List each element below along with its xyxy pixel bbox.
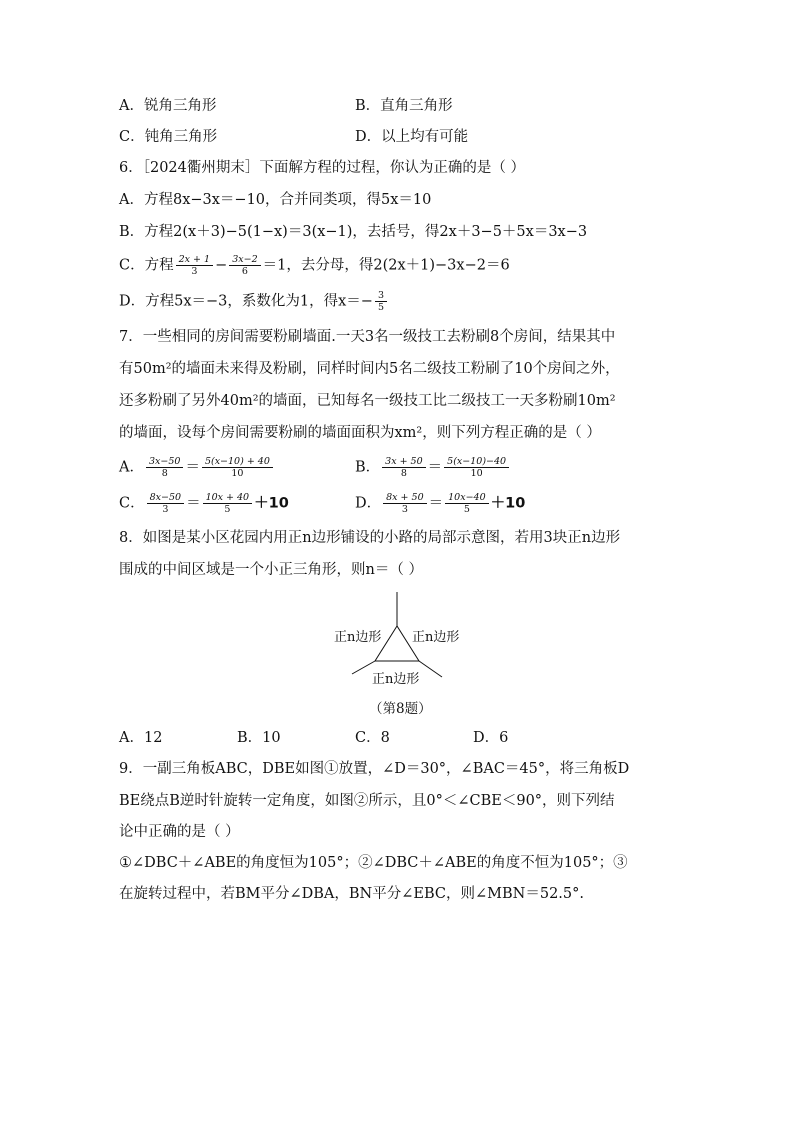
- q8-stem-line-1: 8．如图是某小区花园内用正n边形铺设的小路的局部示意图，若用3块正n边形: [119, 530, 621, 546]
- q7-c-tail: ＋10: [254, 495, 289, 512]
- fig-path-right: [419, 661, 442, 677]
- q8-stem-line-2: 围成的中间区域是一个小正三角形，则n＝（ ）: [119, 562, 423, 578]
- q8-option-a: A．12: [119, 730, 163, 746]
- q7-option-b: [355, 456, 511, 479]
- q7-c-left-denominator: 3: [162, 504, 169, 515]
- q7-a-right-denominator: 10: [231, 468, 244, 479]
- q6-option-c: [119, 254, 510, 277]
- q7-c-left-fraction: [147, 492, 184, 515]
- q7-c-left-numerator: 8x−50: [147, 492, 184, 504]
- q6-c-prefix: C．方程: [119, 257, 174, 274]
- q7-stem-line-4: 的墙面，设每个房间需要粉刷的墙面面积为xm²，则下列方程正确的是（ ）: [119, 425, 601, 441]
- q9-stem-line-1: 9．一副三角板ABC，DBE如图①放置，∠D＝30°，∠BAC＝45°，将三角板D: [119, 761, 630, 777]
- q7-option-d: [355, 492, 525, 515]
- q6-c-frac2-numerator: 3x−2: [229, 254, 260, 266]
- q8-option-c: C．8: [355, 730, 390, 746]
- q5-option-b: B．直角三角形: [355, 98, 453, 114]
- q7-a-left-fraction: [146, 456, 183, 479]
- q7-a-right-fraction: [202, 456, 273, 479]
- q7-a-label: A．: [119, 459, 144, 476]
- fig-label-bottom: 正n边形: [372, 672, 420, 687]
- q7-b-left-denominator: 8: [400, 468, 407, 479]
- q7-b-left-numerator: 3x + 50: [382, 456, 426, 468]
- q9-statements-line: [119, 853, 628, 873]
- q7-b-label: B．: [355, 459, 381, 476]
- q9-stem-line-2: BE绕点B逆时针旋转一定角度，如图②所示，且0°＜∠CBE＜90°，则下列结: [119, 793, 615, 809]
- q6-option-b: B．方程2(x＋3)−5(1−x)＝3(x−1)，去括号，得2x＋3−5＋5x＝3x−3: [119, 224, 588, 240]
- q5-option-c: C．钝角三角形: [119, 129, 218, 145]
- q7-c-right-denominator: 5: [224, 504, 231, 515]
- q7-option-c: [119, 492, 289, 515]
- q6-d-prefix: D．方程5x＝−3，系数化为1，得x＝−: [119, 293, 373, 310]
- q6-c-frac1-numerator: 2x + 1: [176, 254, 213, 266]
- q8-option-d: D．6: [473, 730, 509, 746]
- q7-d-left-denominator: 3: [401, 504, 408, 515]
- q7-option-a: [119, 456, 275, 479]
- q7-a-equals: ＝: [185, 459, 200, 476]
- q9-statement-1-marker: ①: [119, 855, 132, 871]
- q7-c-right-numerator: 10x + 40: [203, 492, 253, 504]
- q7-c-label: C．: [119, 495, 145, 512]
- q7-c-right-fraction: [203, 492, 253, 515]
- q6-c-fraction-2: [229, 254, 260, 277]
- q6-c-minus: −: [215, 257, 228, 274]
- q9-statement-1: ∠DBC＋∠ABE的角度恒为105°；: [132, 855, 359, 871]
- q7-a-left-denominator: 8: [161, 468, 168, 479]
- q7-d-tail: ＋10: [490, 495, 526, 512]
- q6-d-frac-denominator: 5: [377, 302, 385, 313]
- q6-d-fraction: [375, 290, 387, 313]
- q6-c-frac1-denominator: 3: [191, 266, 198, 277]
- q7-b-right-numerator: 5(x−10)−40: [444, 456, 509, 468]
- q9-statement-2: ∠DBC＋∠ABE的角度不恒为105°；③: [372, 855, 628, 871]
- q7-b-right-denominator: 10: [470, 468, 483, 479]
- q6-c-frac2-denominator: 6: [241, 266, 248, 277]
- q6-c-fraction-1: [176, 254, 213, 277]
- q7-stem-line-3: 还多粉刷了另外40m²的墙面，已知每名一级技工比二级技工一天多粉刷10m²: [119, 393, 616, 409]
- q6-d-frac-numerator: 3: [375, 290, 387, 302]
- q7-a-left-numerator: 3x−50: [146, 456, 183, 468]
- q7-stem-line-2: 有50m²的墙面未来得及粉刷，同样时间内5名二级技工粉刷了10个房间之外，: [119, 361, 620, 377]
- q6-option-d: [119, 290, 389, 313]
- q7-c-equals: ＝: [186, 495, 201, 512]
- q5-option-a: A．锐角三角形: [119, 98, 217, 114]
- q6-stem: 6．［2024衢州期末］下面解方程的过程，你认为正确的是（ ）: [119, 160, 525, 176]
- q7-stem-line-1: 7．一些相同的房间需要粉刷墙面.一天3名一级技工去粉刷8个房间，结果其中: [119, 329, 616, 345]
- q7-d-left-numerator: 8x + 50: [383, 492, 427, 504]
- q7-d-label: D．: [355, 495, 382, 512]
- q5-option-d: D．以上均有可能: [355, 129, 469, 145]
- q7-d-left-fraction: [383, 492, 427, 515]
- q7-d-right-denominator: 5: [463, 504, 470, 515]
- q9-statement-2-marker: ②: [358, 855, 373, 871]
- q9-stem-line-3: 论中正确的是（ ）: [119, 824, 240, 840]
- figure-caption: （第8题）: [369, 701, 432, 717]
- fig-label-right: 正n边形: [412, 630, 460, 645]
- q7-b-equals: ＝: [427, 459, 443, 476]
- q9-statement-3: 在旋转过程中，若BM平分∠DBA，BN平分∠EBC，则∠MBN＝52.5°.: [119, 886, 584, 902]
- q6-c-suffix: ＝1，去分母，得2(2x＋1)−3x−2＝6: [262, 257, 510, 274]
- q7-d-right-numerator: 10x−40: [445, 492, 489, 504]
- q7-a-right-numerator: 5(x−10) + 40: [202, 456, 273, 468]
- q7-d-equals: ＝: [428, 495, 444, 512]
- q6-option-a: A．方程8x−3x＝−10，合并同类项，得5x＝10: [119, 192, 432, 208]
- q7-b-right-fraction: [444, 456, 509, 479]
- fig-label-left: 正n边形: [334, 630, 382, 645]
- q7-d-right-fraction: [445, 492, 489, 515]
- q8-option-b: B．10: [237, 730, 281, 746]
- q7-b-left-fraction: [382, 456, 426, 479]
